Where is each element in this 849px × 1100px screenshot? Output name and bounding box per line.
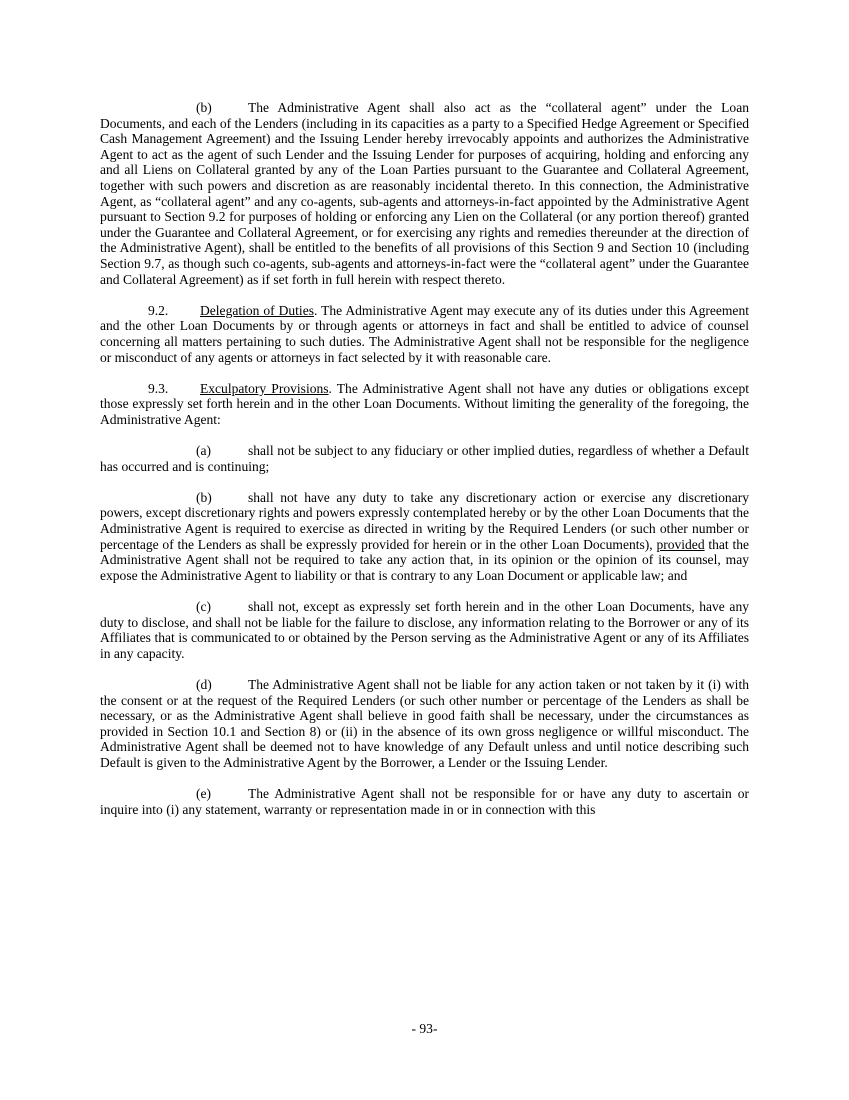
- paragraph-a: [100, 443, 749, 474]
- section-9-2: [100, 303, 749, 365]
- paragraph-label: (b): [196, 489, 212, 505]
- paragraph-e: [100, 786, 749, 817]
- section-text: . The Administrative Agent may execute any of its duties under this Agreement and the other Loan Documents by or through agents or attorneys in fact and shall be entitled to advice of counsel concerning all matters pertaining to such duties. The Administrative Agent shall not be responsible for the negligence or misconduct of any agents or attorneys in fact selected by it with reasonable care.: [100, 302, 749, 365]
- paragraph-label: (c): [196, 599, 212, 614]
- paragraph-label: (b): [196, 100, 212, 115]
- section-text: . The Administrative Agent shall not have any duties or obligations except those expressly set forth herein and in the other Loan Documents. Without limiting the generality of the foregoing, the Administrative Agent:: [100, 380, 749, 427]
- paragraph-b-collateral-agent: [100, 100, 749, 287]
- paragraph-b: [100, 490, 749, 584]
- paragraph-text: The Administrative Agent shall not be responsible for or have any duty to ascertain or inquire into (i) any statement, warranty or representation made in or in connection with this: [100, 786, 749, 817]
- paragraph-label: (d): [196, 676, 212, 692]
- page-number: - 93-: [411, 1021, 438, 1036]
- paragraph-underlined-term: provided: [656, 536, 705, 552]
- paragraph-text-after: that the Administrative Agent shall not be required to take any action that, in its opinion or the opinion of its counsel, may expose the Administrative Agent to liability or that is contrary to any Loan Document or applicable law; and: [100, 536, 749, 583]
- paragraph-text-before: shall not have any duty to take any discretionary action or exercise any discretionary powers, except discretionary rights and powers expressly contemplated hereby or by the other Loan Documents that the Administrative Agent is required to exercise as directed in writing by the Required Lenders (or such other number or percentage of the Lenders as shall be expressly provided for herein or in the other Loan Documents),: [100, 489, 749, 552]
- section-9-3: [100, 381, 749, 428]
- section-heading: Delegation of Duties: [200, 302, 314, 318]
- paragraph-text: shall not, except as expressly set forth herein and in the other Loan Documents, have any duty to disclose, and shall not be liable for the failure to disclose, any information relating to the Borrower or any of its Affiliates that is communicated to or obtained by the Person serving as the Administrative Agent or any of its Affiliates in any capacity.: [100, 599, 749, 661]
- paragraph-text: The Administrative Agent shall not be liable for any action taken or not taken by it (i) with the consent or at the request of the Required Lenders (or such other number or percentage of the Lenders as shall be necessary, or as the Administrative Agent shall believe in good faith shall be necessary, under the circumstances as provided in Section 10.1 and Section 8) or (ii) in the absence of its own gross negligence or willful misconduct. The Administrative Agent shall be deemed not to have knowledge of any Default unless and until notice describing such Default is given to the Administrative Agent by the Borrower, a Lender or the Issuing Lender.: [100, 676, 749, 770]
- document-page: [100, 100, 749, 833]
- paragraph-label: (a): [196, 443, 212, 459]
- paragraph-text: shall not be subject to any fiduciary or other implied duties, regardless of whether a Default has occurred and is continuing;: [100, 443, 749, 474]
- section-number: 9.3.: [148, 380, 169, 396]
- paragraph-label: (e): [196, 786, 212, 802]
- paragraph-c: [100, 599, 749, 661]
- section-number: 9.2.: [148, 302, 169, 318]
- paragraph-text: The Administrative Agent shall also act as the “collateral agent” under the Loan Documents, and each of the Lenders (including in its capacities as a party to a Specified Hedge Agreement or Specified Cash Management Agreement) and the Issuing Lender hereby irrevocably appoints and authorizes the Administrative Agent to act as the agent of such Lender and the Issuing Lender for purposes of acquiring, holding and enforcing any and all Liens on Collateral granted by any of the Loan Parties pursuant to the Guarantee and Collateral Agreement, together with such powers and discretion as are reasonably incidental thereto. In this connection, the Administrative Agent, as “collateral agent” and any co-agents, sub-agents and attorneys-in-fact appointed by the Administrative Agent pursuant to Section 9.2 for purposes of holding or enforcing any Lien on the Collateral (or any portion thereof) granted under the Guarantee and Collateral Agreement, or for exercising any rights and remedies thereunder at the direction of the Administrative Agent), shall be entitled to the benefits of all provisions of this Section 9 and Section 10 (including Section 9.7, as though such co-agents, sub-agents and attorneys-in-fact were the “collateral agent” under the Guarantee and Collateral Agreement) as if set forth in full herein with respect thereto.: [100, 100, 749, 287]
- paragraph-d: [100, 677, 749, 771]
- section-heading: Exculpatory Provisions: [200, 380, 329, 396]
